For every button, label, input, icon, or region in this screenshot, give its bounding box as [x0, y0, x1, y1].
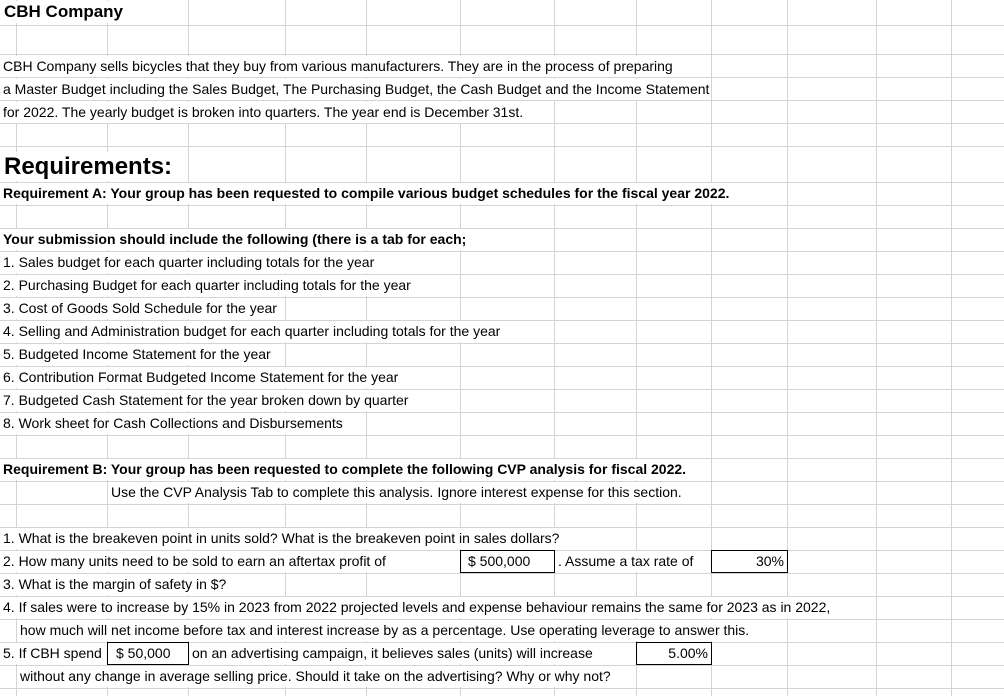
req-a-subheading: Your submission should include the following (there is a tab for each; — [3, 229, 468, 250]
advertising-cost-cell[interactable]: $ 50,000 — [107, 642, 189, 665]
req-a-item: 8. Work sheet for Cash Collections and Disbursements — [3, 413, 345, 434]
intro-line-3: for 2022. The yearly budget is broken into quarters. The year end is December 31st. — [3, 102, 525, 123]
target-profit-cell[interactable]: $ 500,000 — [460, 550, 555, 573]
question-2-tax-label: . Assume a tax rate of — [558, 551, 695, 572]
title: CBH Company — [4, 2, 124, 21]
req-b-heading: Requirement B: Your group has been requested to complete the following CVP analysis for fiscal 2022. — [3, 459, 688, 480]
tax-rate-cell[interactable]: 30% — [711, 550, 788, 573]
question-5-end: without any change in average selling price. Should it take on the advertising? Why or why not? — [20, 666, 613, 687]
req-a-item: 4. Selling and Administration budget for each quarter including totals for the year — [3, 321, 502, 342]
row-gridline — [0, 146, 1004, 147]
row-gridline — [0, 435, 1004, 436]
req-a-item: 1. Sales budget for each quarter including totals for the year — [3, 252, 376, 273]
question-2: 2. How many units need to be sold to earn an aftertax profit of — [3, 551, 388, 572]
question-5: 5. If CBH spend — [3, 643, 102, 664]
req-a-item: 2. Purchasing Budget for each quarter including totals for the year — [3, 275, 413, 296]
row-gridline — [0, 205, 1004, 206]
column-gridline — [787, 0, 788, 696]
row-gridline — [0, 504, 1004, 505]
question-3: 3. What is the margin of safety in $? — [3, 574, 228, 595]
question-5-cont: on an advertising campaign, it believes sales (units) will increase — [192, 643, 595, 664]
row-gridline — [0, 77, 1004, 78]
req-a-item: 3. Cost of Goods Sold Schedule for the year — [3, 298, 279, 319]
sales-increase-cell[interactable]: 5.00% — [636, 642, 712, 665]
req-a-heading: Requirement A: Your group has been requested to compile various budget schedules for the fiscal year 2022. — [3, 183, 731, 204]
row-gridline — [0, 100, 1004, 101]
req-a-item: 6. Contribution Format Budgeted Income Statement for the year — [3, 367, 400, 388]
column-gridline — [636, 0, 637, 696]
req-b-note: Use the CVP Analysis Tab to complete this analysis. Ignore interest expense for this section. — [111, 482, 684, 503]
column-gridline — [876, 0, 877, 696]
requirements-heading: Requirements: — [4, 153, 173, 180]
req-a-item: 5. Budgeted Income Statement for the year — [3, 344, 273, 365]
column-gridline — [951, 0, 952, 696]
intro-line-2: a Master Budget including the Sales Budget, The Purchasing Budget, the Cash Budget and the Income Statement — [3, 79, 711, 100]
question-1: 1. What is the breakeven point in units sold? What is the breakeven point in sales dollars? — [3, 528, 561, 549]
row-gridline — [0, 688, 1004, 689]
row-gridline — [0, 123, 1004, 124]
question-4-cont: how much will net income before tax and interest increase by as a percentage. Use operating leverage to answer this. — [20, 620, 751, 641]
req-a-item: 7. Budgeted Cash Statement for the year broken down by quarter — [3, 390, 410, 411]
intro-line-1: CBH Company sells bicycles that they buy from various manufacturers. They are in the process of preparing — [3, 56, 675, 77]
column-gridline — [554, 0, 555, 696]
question-4: 4. If sales were to increase by 15% in 2023 from 2022 projected levels and expense behaviour remains the same for 2023 as in 2022, — [3, 597, 832, 618]
row-gridline — [0, 54, 1004, 55]
column-gridline — [711, 0, 712, 696]
row-gridline — [0, 25, 1004, 26]
